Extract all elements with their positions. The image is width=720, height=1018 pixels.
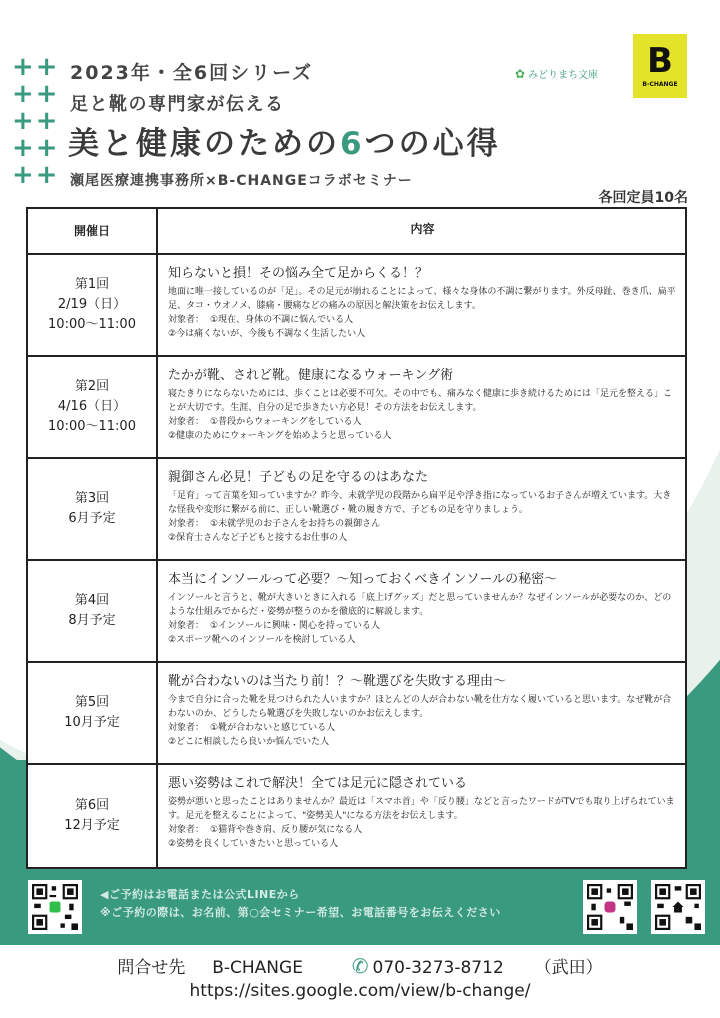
session-number: 第2回 [74, 379, 110, 394]
session-date: 10月予定 [64, 715, 120, 730]
session-description: 地面に唯一接しているのが「足」。その足元が崩れることによって、様々な身体の不調に繋がります。外反母趾、巻き爪、扁平足、タコ・ウオノメ、膝痛・腰痛などの痛みの原因と解決策をお伝えします。 [168, 287, 676, 311]
session-content-cell [158, 765, 685, 867]
headline-number: 6 [340, 126, 365, 162]
target-label: 対象者： [168, 315, 205, 325]
decorative-crosses: ++ ++ ++ ++ ++ [12, 52, 60, 190]
qr-code-graphic [587, 884, 633, 930]
target-label: 対象者： [168, 825, 205, 835]
session-target-2: ②姿勢を良くしていきたいと思っている人 [168, 839, 339, 849]
header-content: 内容 [410, 221, 435, 236]
session-content-cell [158, 357, 685, 457]
session-target-2: ②保育士さんなど子どもと接するお仕事の人 [168, 533, 348, 543]
qr-code-graphic [32, 884, 78, 930]
session-content-cell [158, 561, 685, 661]
tagline: 足と靴の専門家が伝える [70, 94, 285, 115]
contact-company: B-CHANGE [212, 958, 303, 978]
session-target-2: ②健康のためにウォーキングを始めようと思っている人 [168, 431, 392, 441]
session-target-1 [168, 619, 677, 633]
brand-logo-text: B-CHANGE [642, 81, 678, 88]
session-topic: 悪い姿勢はこれで解決！全ては足元に隠されている [168, 776, 468, 791]
headline-before: 美と健康のための [68, 126, 340, 162]
contact-line [0, 953, 720, 978]
session-time: 10:00〜11:00 [48, 419, 136, 434]
table-row [28, 561, 685, 663]
partner-logo [515, 66, 598, 81]
instagram-icon [605, 902, 616, 913]
table-row [28, 255, 685, 357]
table-row [28, 459, 685, 561]
qr-code-graphic [655, 884, 701, 930]
session-topic: たかが靴、されど靴。健康になるウォーキング術 [168, 368, 454, 383]
session-number: 第6回 [74, 798, 110, 813]
target-label: 対象者： [168, 417, 205, 427]
target-text: ①靴が合わないと感じている人 [210, 723, 336, 733]
session-date-cell [28, 255, 158, 355]
session-description: 寝たきりにならないためには、歩くことは必要不可欠。その中でも、痛みなく健康に歩き続けるためには「足元を整える」ことが大切です。生涯、自分の足で歩きたい方必見！その方法をお伝えします。 [168, 389, 673, 413]
session-number: 第1回 [74, 277, 110, 292]
session-date-cell [28, 357, 158, 457]
session-target-1 [168, 415, 677, 429]
target-text: ①猫背や巻き肩、反り腰が気になる人 [210, 825, 363, 835]
session-content-cell [158, 459, 685, 559]
session-topic: 本当にインソールって必要？〜知っておくべきインソールの秘密〜 [168, 572, 558, 587]
reservation-note [100, 886, 501, 922]
header-date: 開催日 [28, 209, 158, 253]
session-description: 姿勢が悪いと思ったことはありませんか？最近は「スマホ首」や「反り腰」などと言ったワードがTVでも取り上げられています。足元を整えることによって、"姿勢美人"になる方法をお伝えします。 [168, 797, 675, 821]
session-number: 第5回 [74, 695, 110, 710]
brand-logo-mark: B [647, 41, 673, 81]
contact-label: 問合せ先 [117, 958, 186, 978]
contact-person: （武田） [534, 958, 603, 978]
line-icon [50, 902, 61, 913]
session-time: 10:00〜11:00 [48, 317, 136, 332]
series-title: 2023年・全6回シリーズ [70, 62, 314, 84]
schedule-table [26, 207, 687, 869]
reservation-line-2: ※ご予約の際は、お名前、第○会セミナー希望、お電話番号をお伝えください [100, 906, 501, 919]
contact-phone[interactable]: 070-3273-8712 [372, 958, 504, 978]
table-row [28, 663, 685, 765]
session-date-cell [28, 765, 158, 867]
table-row [28, 357, 685, 459]
session-target-1 [168, 313, 677, 327]
target-label: 対象者： [168, 519, 205, 529]
phone-icon: ✆ [351, 954, 369, 978]
session-target-2: ②スポーツ靴へのインソールを検討している人 [168, 635, 356, 645]
session-date: 2/19（日） [57, 297, 127, 312]
session-target-1 [168, 517, 677, 531]
target-text: ①普段からウォーキングをしている人 [210, 417, 362, 427]
session-description: 今まで自分に合った靴を見つけられた人いますか？ほとんどの人が合わない靴を仕方なく履いていると思います。なぜ靴が合わないのか、どうしたら靴選びを失敗しないのかお伝えします。 [168, 695, 672, 719]
target-label: 対象者： [168, 723, 205, 733]
session-target-2: ②どこに相談したら良いか悩んでいた人 [168, 737, 330, 747]
website-qr-code[interactable] [651, 880, 705, 934]
session-content-cell [158, 663, 685, 763]
line-qr-code[interactable] [28, 880, 82, 934]
table-header-row [28, 209, 685, 255]
session-date-cell [28, 459, 158, 559]
session-date: 6月予定 [68, 511, 116, 526]
session-topic: 親御さん必見！子どもの足を守るのはあなた [168, 470, 429, 485]
session-date-cell [28, 561, 158, 661]
instagram-qr-code[interactable] [583, 880, 637, 934]
leaf-icon: ✿ [515, 66, 526, 81]
organizer-text: 主催：（株）瀬尾医療連携事務所・B-CHANGE [392, 12, 706, 27]
partner-logo-text: みどりまち文庫 [528, 70, 599, 81]
brand-logo [633, 34, 687, 98]
session-number: 第3回 [74, 491, 110, 506]
session-date: 4/16（日） [57, 399, 127, 414]
session-number: 第4回 [74, 593, 110, 608]
session-target-2: ②今は痛くないが、今後も不調なく生活したい人 [168, 329, 366, 339]
session-target-1 [168, 823, 677, 837]
session-content-cell [158, 255, 685, 355]
headline-after: つの心得 [364, 126, 501, 162]
session-date-cell [28, 663, 158, 763]
session-topic: 靴が合わないのは当たり前！？〜靴選びを失敗する理由〜 [168, 674, 507, 689]
reservation-line-1: ◀ご予約はお電話または公式LINEから [100, 888, 300, 901]
session-topic: 知らないと損！その悩み全て足からくる！？ [168, 266, 429, 281]
target-text: ①未就学児のお子さんをお持ちの親御さん [210, 519, 381, 529]
table-row [28, 765, 685, 867]
target-text: ①インソールに興味・関心を持っている人 [210, 621, 380, 631]
session-description: インソールと言うと、靴が大きいときに入れる「底上げグッズ」だと思っていませんか？なぜインソールが必要なのか、どのような仕組みでからだ・姿勢が整うのかを徹底的に解説します。 [168, 593, 672, 617]
session-target-1 [168, 721, 677, 735]
capacity-note: 各回定員10名 [598, 190, 688, 206]
target-label: 対象者： [168, 621, 205, 631]
subtitle: 瀬尾医療連携事務所×B-CHANGEコラボセミナー [70, 173, 413, 189]
target-text: ①現在、身体の不調に悩んでいる人 [210, 315, 354, 325]
headline [68, 118, 501, 163]
session-date: 12月予定 [64, 818, 120, 833]
session-description: 「足育」って言葉を知っていますか？昨今、未就学児の段階から扁平足や浮き指になっているお子さんが増えています。大きな怪我や変形に繋がる前に、正しい靴選び・靴の履き方で、子どもの足を守りましょう。 [168, 491, 672, 515]
session-date: 8月予定 [68, 613, 116, 628]
website-url[interactable]: https://sites.google.com/view/b-change/ [189, 981, 531, 1001]
